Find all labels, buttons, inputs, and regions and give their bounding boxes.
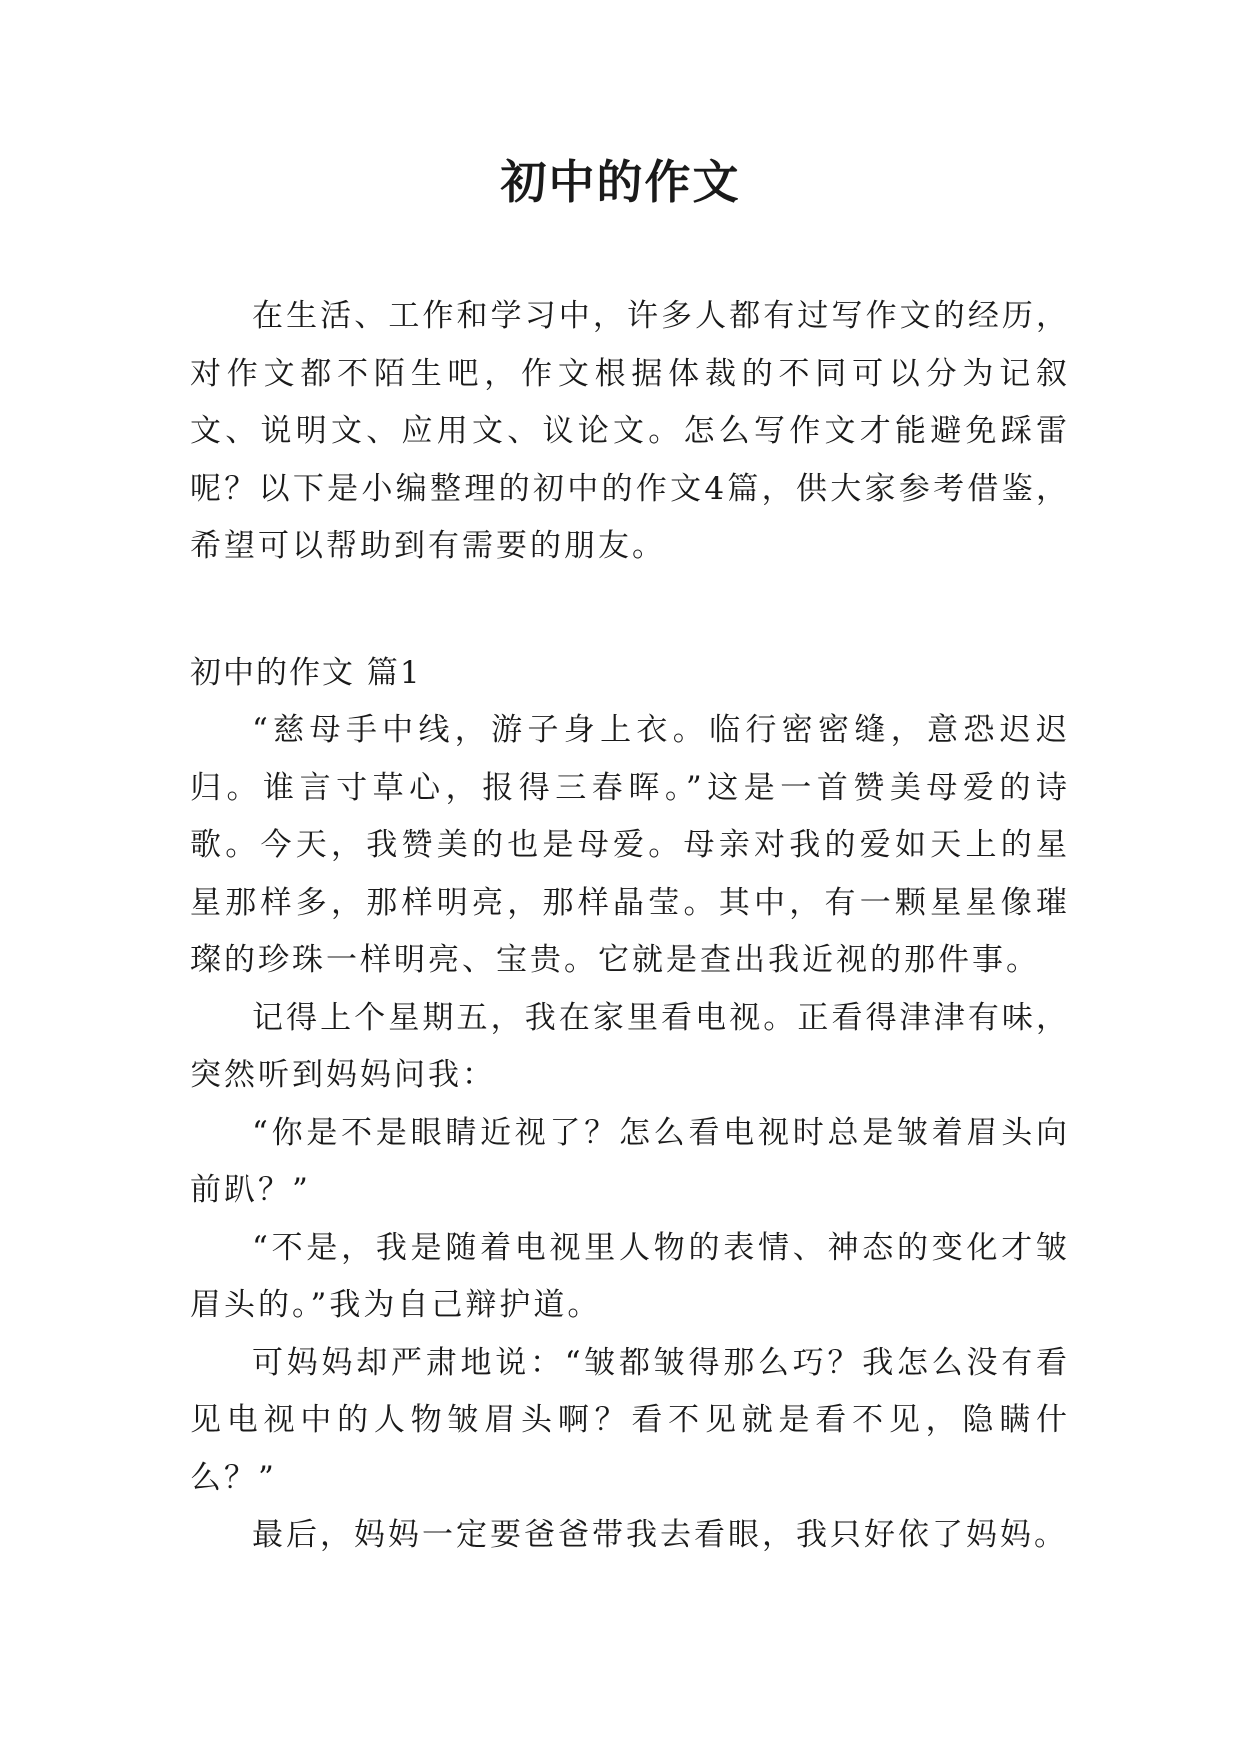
body-paragraph: 记得上个星期五，我在家里看电视。正看得津津有味，突然听到妈妈问我： [190, 999, 1070, 1093]
body-paragraph: “不是，我是随着电视里人物的表情、神态的变化才皱眉头的。”我为自己辩护道。 [190, 1229, 1070, 1323]
section-heading: 初中的作文 篇1 [190, 654, 422, 691]
body-paragraph: “你是不是眼睛近视了？怎么看电视时总是皱着眉头向前趴？” [190, 1114, 1070, 1208]
body-paragraph: 最后，妈妈一定要爸爸带我去看眼，我只好依了妈妈。 [252, 1517, 1068, 1553]
section-spacer [190, 576, 1070, 645]
document-body [190, 288, 1070, 1565]
page-title: 初中的作文 [500, 155, 741, 209]
intro-paragraph: 在生活、工作和学习中，许多人都有过写作文的经历，对作文都不陌生吧，作文根据体裁的不同可以分为记叙文、说明文、应用文、议论文。怎么写作文才能避免踩雷呢？以下是小编整理的初中的作文4篇，供大家参考借鉴，希望可以帮助到有需要的朋友。 [190, 298, 1070, 564]
body-paragraph: “慈母手中线，游子身上衣。临行密密缝，意恐迟迟归。谁言寸草心，报得三春晖。”这是一首赞美母爱的诗歌。今天，我赞美的也是母爱。母亲对我的爱如天上的星星那样多，那样明亮，那样晶莹。其中，有一颗星星像璀璨的珍珠一样明亮、宝贵。它就是查出我近视的那件事。 [190, 712, 1070, 978]
body-paragraph: 可妈妈却严肃地说：“皱都皱得那么巧？我怎么没有看见电视中的人物皱眉头啊？看不见就是看不见，隐瞒什么？” [190, 1344, 1070, 1496]
